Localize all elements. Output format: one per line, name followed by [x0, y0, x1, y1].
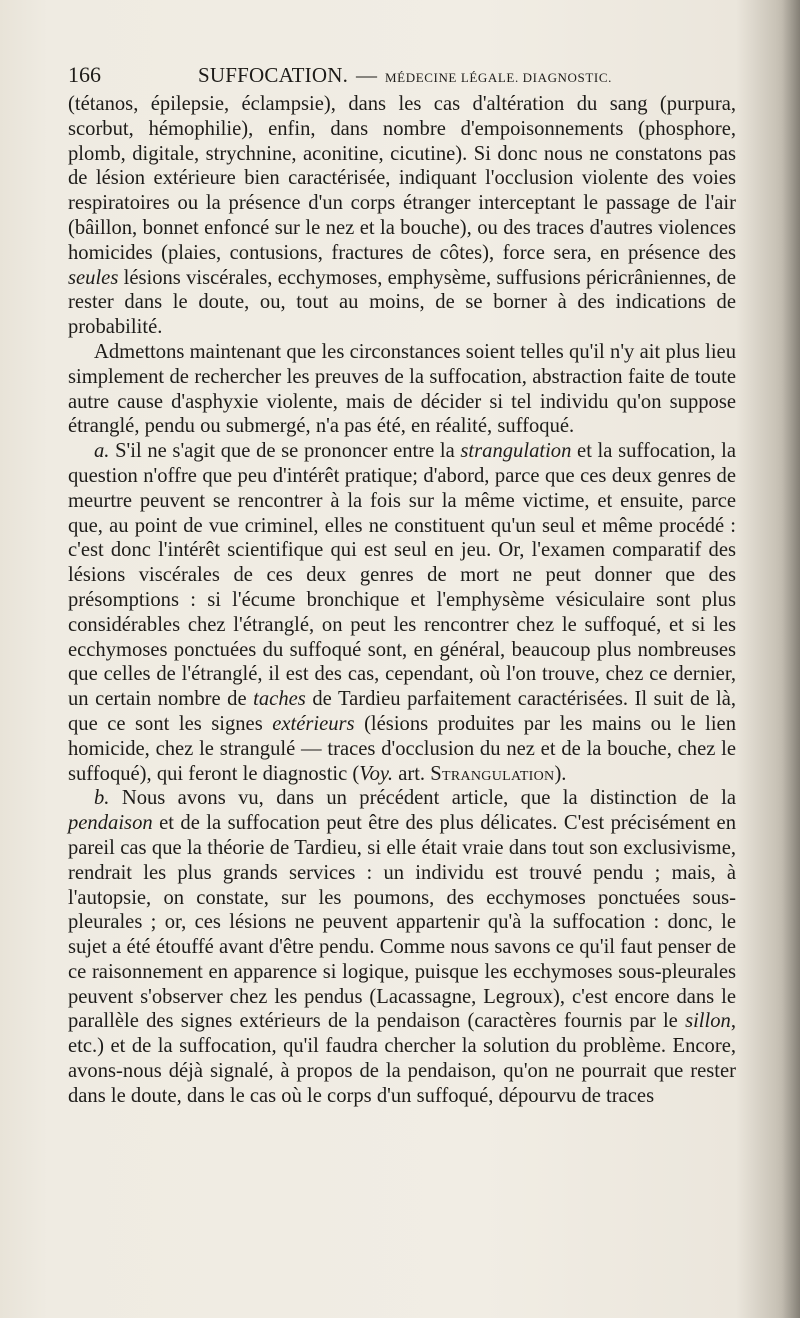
- running-title-main: SUFFOCATION.: [198, 63, 349, 87]
- paragraph-3-text-c: de Tardieu parfaitement caractérisées. Il suit de là, que ce sont les signes: [68, 688, 736, 735]
- paragraph-3-marker: a.: [94, 440, 110, 463]
- paragraph-1-emphasis: seules: [68, 266, 119, 289]
- running-title: [198, 60, 612, 93]
- paragraph-3: [68, 439, 736, 786]
- paragraph-3-text-b: et la suffocation, la question n'offre que peu d'intérêt pratique; d'abord, parce que ces deux genres de meurtre peuvent se rencontrer à la fois sur la même victime, et ensuite, parce que, au point de vue criminel, elles ne constituent qu'un seul et même procédé : c'est donc l'intérêt scientifique qui est seul en jeu. Or, l'examen comparatif des lésions viscérales de ces deux genres de mort ne peut donner que des présomptions : si l'écume bronchique et l'emphysème vésiculaire sont plus considérables chez l'étranglé, on peut les rencontrer chez le suffoqué, et si les ecchymoses ponctuées du suffoqué sont, en général, beaucoup plus nombreuses que celles de l'étranglé, il est des cas, cependant, où l'on trouve, chez ce dernier, un certain nombre de: [68, 440, 736, 711]
- page-number: 166: [68, 62, 101, 87]
- paragraph-1-text-a: (tétanos, épilepsie, éclampsie), dans les cas d'altération du sang (purpura, scorbut, hémophilie), enfin, dans nombre d'empoisonnements (phosphore, plomb, digitale, strychnine, aconitine, cicutine). Si donc nous ne constatons pas de lésion extérieure bien caractérisée, indiquant l'occlusion violente des voies respiratoires ou la présence d'un corps étranger interceptant le passage de l'air (bâillon, bonnet enfoncé sur le nez et la bouche), ou des traces d'autres violences homicides (plaies, contusions, fractures de côtes), force sera, en présence des: [68, 93, 736, 264]
- paragraph-3-emphasis-strangulation: strangulation: [460, 440, 572, 463]
- paragraph-4-text-a: Nous avons vu, dans un précédent article, que la distinction de la: [109, 787, 736, 810]
- paragraph-4-marker: b.: [94, 787, 110, 810]
- page-edge-shadow: [782, 0, 800, 1318]
- running-title-dash: —: [356, 63, 378, 87]
- paragraph-3-text-e: art.: [393, 762, 431, 785]
- paragraph-4-text-b: et de la suffocation peut être des plus délicates. C'est précisément en pareil cas que la théorie de Tardieu, si elle était vraie dans tout son exclusivisme, rendrait les plus grands services : un individu est trouvé pendu ; mais, à l'autopsie, on constate, sur les poumons, des ecchymoses ponctuées sous-pleurales ; or, ces lésions ne peuvent appartenir qu'à la suffocation : donc, le sujet a été étouffé avant d'être pendu. Comme nous savons ce qu'il faut penser de ce raisonnement en apparence si logique, puisque les ecchymoses sous-pleurales peuvent s'observer chez les pendus (Lacassagne, Legroux), c'est encore dans le parallèle des signes extérieurs de la pendaison (caractères fournis par le: [68, 812, 736, 1033]
- paragraph-1: [68, 92, 736, 340]
- paragraph-4-emphasis-pendaison: pendaison: [68, 812, 153, 835]
- paragraph-4: [68, 786, 736, 1108]
- paragraph-3-text-f: ).: [554, 762, 567, 785]
- paragraph-3-smallcaps-strangulation: Strangulation: [430, 762, 555, 785]
- running-title-sub: MÉDECINE LÉGALE. DIAGNOSTIC.: [385, 70, 612, 85]
- paragraph-3-emphasis-voy: Voy.: [359, 762, 394, 785]
- paragraph-4-emphasis-sillon: sillon: [685, 1010, 731, 1033]
- paragraph-2: Admettons maintenant que les circonstances soient telles qu'il n'y ait plus lieu simplement de rechercher les preuves de la suffocation, abstraction faite de toute autre cause d'asphyxie violente, mais de décider si tel individu qu'on suppose étranglé, pendu ou submergé, n'a pas été, en réalité, suffoqué.: [68, 340, 736, 438]
- paragraph-3-emphasis-exterieurs: extérieurs: [272, 712, 355, 735]
- body-text: [68, 92, 736, 1109]
- paragraph-4-text-c: , etc.) et de la suffocation, qu'il faudra chercher la solution du problème. Encore, avons-nous déjà signalé, à propos de la pendaison, qu'on ne pourrait que rester dans le doute, dans le cas où le corps d'un suffoqué, dépourvu de traces: [68, 1010, 736, 1107]
- paragraph-3-emphasis-taches: taches: [253, 688, 306, 711]
- paragraph-1-text-b: lésions viscérales, ecchymoses, emphysème, suffusions péricrâniennes, de rester dans le doute, ou, tout au moins, de se borner à des indications de probabilité.: [68, 266, 736, 339]
- paragraph-3-text-a: S'il ne s'agit que de se prononcer entre la: [109, 440, 461, 463]
- paragraph-3-text-d: (lésions produites par les mains ou le lien homicide, chez le strangulé — traces d'occlusion du nez et de la bouche, chez le suffoqué), qui feront le diagnostic (: [68, 712, 736, 785]
- running-header: [68, 60, 736, 90]
